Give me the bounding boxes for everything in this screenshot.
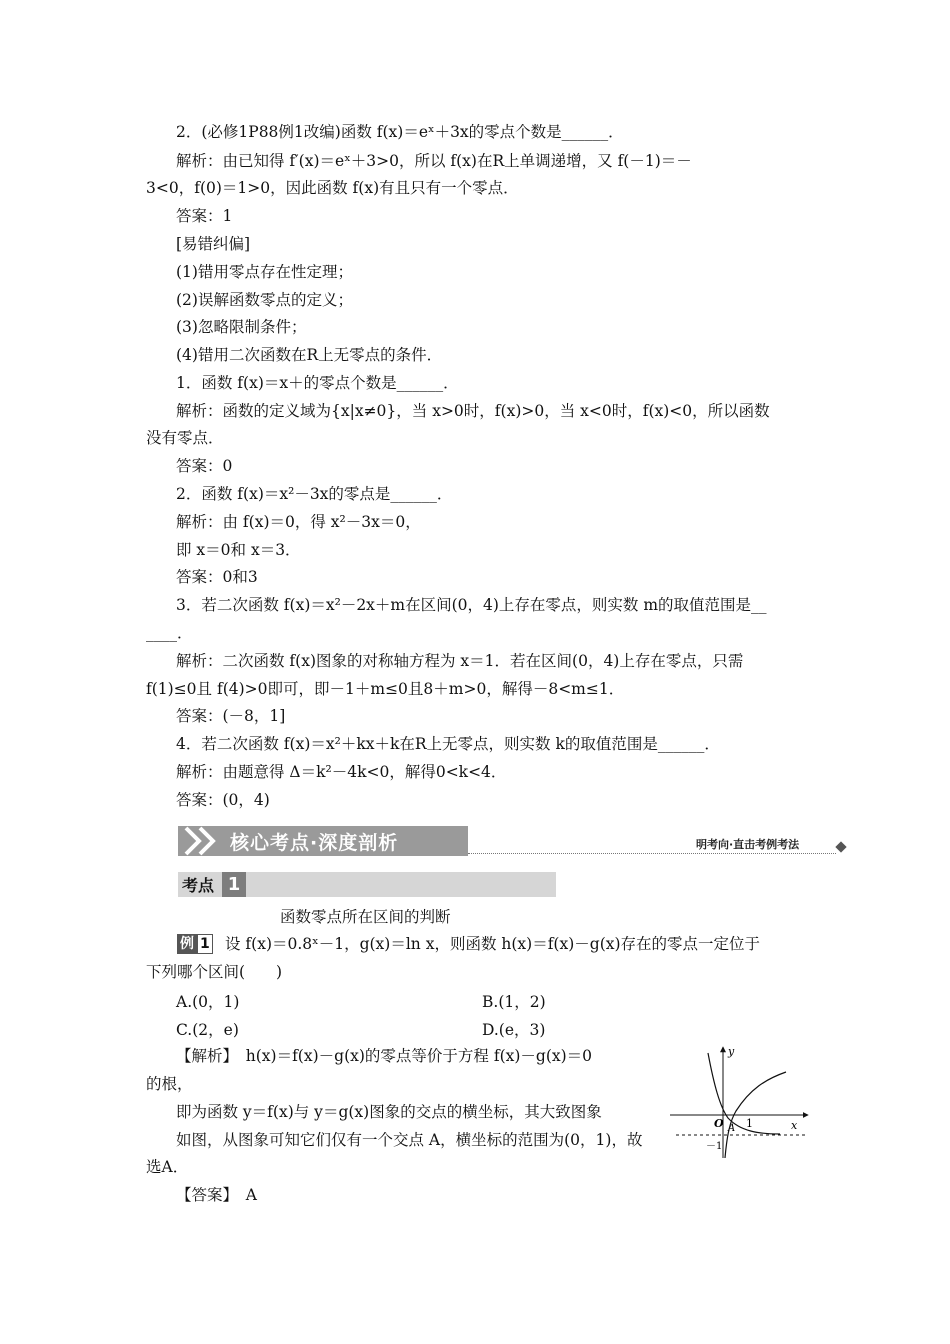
text-line: 解析：二次函数 f(x)图象的对称轴方程为 x＝1．若在区间(0，4)上存在零点，只需 [176,652,744,670]
text-line: 答案：(－8，1] [176,707,286,725]
example-tag-label: 例 [177,934,197,954]
example-tag [177,934,213,954]
text-line: (3)忽略限制条件； [176,318,307,336]
text-line: (2)误解函数零点的定义； [176,291,353,309]
option-b: B.(1，2) [482,993,546,1011]
text-line: 答案：0 [176,457,233,475]
option-a: A.(0，1) [176,993,240,1011]
function-graph [668,1045,818,1160]
solution-line: 即为函数 y＝f(x)与 y＝g(x)图象的交点的横坐标，其大致图象 [176,1103,602,1121]
y-label: y [728,1045,735,1058]
text-line: 即 x＝0和 x＝3． [176,541,301,559]
option-d: D.(e，3) [482,1021,546,1039]
text-line: [易错纠偏] [176,235,251,253]
example-question: 设 f(x)＝0.8ˣ－1，g(x)＝ln x，则函数 h(x)＝f(x)－g(x)存在的零点一定位于 [225,935,761,953]
text-line: 解析：由 f(x)＝0，得 x²－3x＝0， [176,513,421,531]
chevron-icon [182,826,226,856]
text-line: 3．若二次函数 f(x)＝x²－2x＋m在区间(0，4)上存在零点，则实数 m的取值范围是__ [176,596,767,614]
solution-line: 的根， [146,1075,193,1093]
point-a: A [728,1123,736,1134]
text-line: 解析：由题意得 Δ＝k²－4k<0，解得0<k<4． [176,763,507,781]
tick-neg1: －1 [706,1141,723,1152]
solution-line: 如图，从图象可知它们仅有一个交点 A，横坐标的范围为(0，1)，故 [176,1131,643,1149]
text-line: (1)错用零点存在性定理； [176,263,353,281]
kaodian-label: 考点 [182,876,215,895]
answer-line: 【答案】 A [176,1186,257,1204]
text-line: 答案：1 [176,207,233,225]
option-c: C.(2，e) [176,1021,239,1039]
origin-label: O [714,1117,724,1130]
text-line: 没有零点． [146,429,224,447]
banner-divider [468,853,836,854]
text-line: 4．若二次函数 f(x)＝x²＋kx＋k在R上无零点，则实数 k的取值范围是______． [176,735,720,753]
x-label: x [791,1119,798,1132]
text-line: 2．(必修1P88例1改编)函数 f(x)＝eˣ＋3x的零点个数是______． [176,123,624,141]
text-line: 3<0，f(0)＝1>0，因此函数 f(x)有且只有一个零点． [146,179,519,197]
text-line: 解析：函数的定义域为{x|x≠0}，当 x>0时，f(x)>0，当 x<0时，f(x)<0，所以函数 [176,402,770,420]
text-line: (4)错用二次函数在R上无零点的条件． [176,346,443,364]
text-line: 答案：0和3 [176,568,258,586]
text-line: 1．函数 f(x)＝x＋的零点个数是______． [176,374,459,392]
text-line: 答案：(0，4) [176,791,270,809]
banner-subtitle: 明考向·直击考例考法 [696,838,800,851]
tick-one: 1 [746,1117,753,1130]
text-line: 2．函数 f(x)＝x²－3x的零点是______． [176,485,453,503]
example-question: 下列哪个区间( ) [146,963,283,981]
diamond-icon [835,841,846,852]
text-line: ____． [146,624,193,642]
banner-title: 核心考点·深度剖析 [230,832,399,854]
solution-line: 选A． [146,1158,189,1176]
section-subtitle: 函数零点所在区间的判断 [280,908,451,926]
example-tag-number: 1 [197,934,213,954]
solution-line: 【解析】 h(x)＝f(x)－g(x)的零点等价于方程 f(x)－g(x)＝0 [176,1047,593,1065]
kaodian-number: 1 [222,872,246,897]
text-line: 解析：由已知得 f′(x)＝eˣ＋3>0，所以 f(x)在R上单调递增，又 f(－1)＝－ [176,152,692,170]
text-line: f(1)≤0且 f(4)>0即可，即－1＋m≤0且8＋m>0，解得－8<m≤1． [146,680,625,698]
